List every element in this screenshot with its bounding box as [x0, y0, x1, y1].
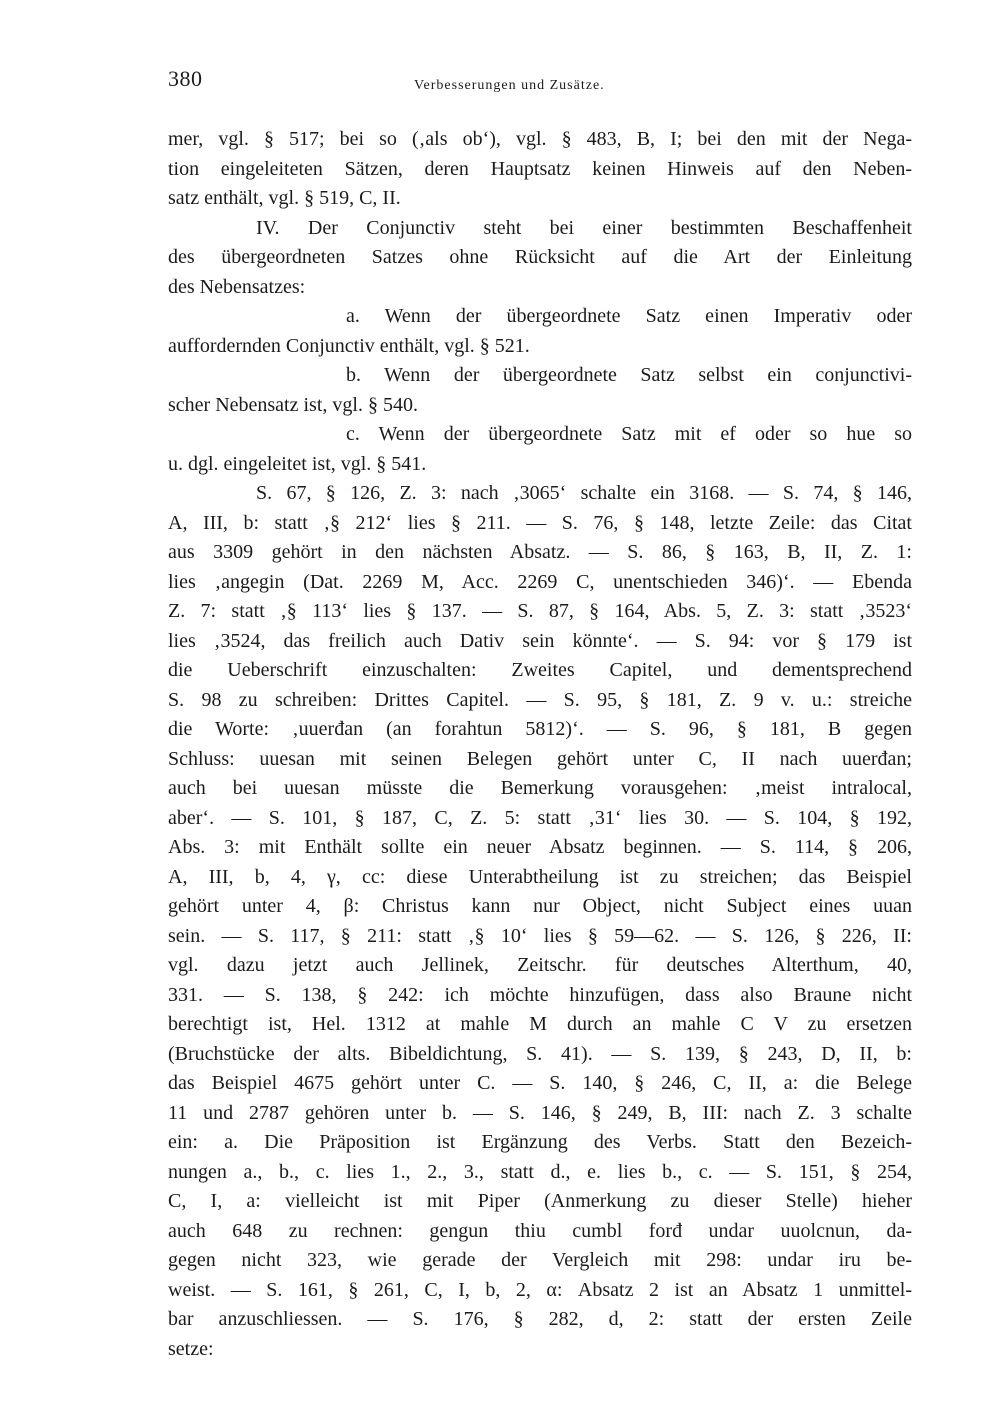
text-line: 331. — S. 138, § 242: ich möchte hinzufügen, dass also Braune nicht: [168, 983, 912, 1006]
text-line: IV. Der Conjunctiv steht bei einer bestimmten Beschaffenheit: [256, 216, 912, 239]
text-line: auch bei uuesan müsste die Bemerkung vorausgehen: ‚meist intralocal,: [168, 777, 912, 799]
text-line: des Nebensatzes:: [168, 275, 306, 298]
text-line: vgl. dazu jetzt auch Jellinek, Zeitschr. für deutsches Alterthum, 40,: [168, 954, 912, 976]
text-line: A, III, b, 4, γ, cc: diese Unterabtheilung ist zu streichen; das Beispiel: [168, 865, 912, 888]
text-line: b. Wenn der übergeordnete Satz selbst ein conjunctivi-: [346, 364, 912, 386]
text-line: satz enthält, vgl. § 519, C, II.: [168, 187, 401, 209]
text-line: bar anzuschliessen. — S. 176, § 282, d, 2: statt der ersten Zeile: [168, 1308, 912, 1330]
text-line: C, I, a: vielleicht ist mit Piper (Anmerkung zu dieser Stelle) hieher: [168, 1190, 912, 1212]
text-line: Z. 7: statt ‚§ 113‘ lies § 137. — S. 87, § 164, Abs. 5, Z. 3: statt ‚3523‘: [168, 600, 912, 622]
text-line: 11 und 2787 gehören unter b. — S. 146, § 249, B, III: nach Z. 3 schalte: [168, 1101, 912, 1124]
running-head: Verbesserungen und Zusätze.: [414, 78, 605, 93]
text-line: die Ueberschrift einzuschalten: Zweites Capitel, und dementsprechend: [168, 659, 912, 681]
text-line: nungen a., b., c. lies 1., 2., 3., statt d., e. lies b., c. — S. 151, § 254,: [168, 1160, 912, 1183]
page-header: [168, 66, 912, 98]
text-line: scher Nebensatz ist, vgl. § 540.: [168, 393, 418, 416]
text-line: a. Wenn der übergeordnete Satz einen Imperativ oder: [346, 305, 912, 327]
text-line: berechtigt ist, Hel. 1312 at mahle M durch an mahle C V zu ersetzen: [168, 1013, 912, 1035]
text-line: lies ‚angegin (Dat. 2269 M, Acc. 2269 C, unentschieden 346)‘. — Ebenda: [168, 570, 912, 593]
text-line: gegen nicht 323, wie gerade der Vergleich mit 298: undar iru be-: [168, 1249, 912, 1271]
page-number: 380: [168, 66, 203, 91]
text-line: S. 98 zu schreiben: Drittes Capitel. — S. 95, § 181, Z. 9 v. u.: streiche: [168, 688, 912, 711]
text-line: die Worte: ‚uuerđan (an forahtun 5812)‘. — S. 96, § 181, B gegen: [168, 718, 912, 740]
text-line: gehört unter 4, β: Christus kann nur Object, nicht Subject eines uuan: [168, 895, 912, 917]
text-line: u. dgl. eingeleitet ist, vgl. § 541.: [168, 452, 427, 475]
text-line: des übergeordneten Satzes ohne Rücksicht auf die Art der Einleitung: [168, 246, 912, 268]
text-line: setze:: [168, 1337, 214, 1360]
text-line: Schluss: uuesan mit seinen Belegen gehört unter C, II nach uuerđan;: [168, 747, 912, 770]
text-line: lies ‚3524, das freilich auch Dativ sein könnte‘. — S. 94: vor § 179 ist: [168, 629, 912, 652]
text-line: das Beispiel 4675 gehört unter C. — S. 140, § 246, C, II, a: die Belege: [168, 1072, 912, 1094]
text-line: auch 648 zu rechnen: gengun thiu cumbl forđ undar uuolcnun, da-: [168, 1219, 912, 1242]
text-line: c. Wenn der übergeordnete Satz mit ef oder so hue so: [346, 423, 912, 445]
body-text: [168, 125, 912, 1364]
text-line: weist. — S. 161, § 261, C, I, b, 2, α: Absatz 2 ist an Absatz 1 unmittel-: [168, 1278, 912, 1301]
text-line: mer, vgl. § 517; bei so (‚als ob‘), vgl. § 483, B, I; bei den mit der Nega-: [168, 128, 912, 150]
text-line: sein. — S. 117, § 211: statt ‚§ 10‘ lies § 59—62. — S. 126, § 226, II:: [168, 924, 912, 947]
text-line: Abs. 3: mit Enthält sollte ein neuer Absatz beginnen. — S. 114, § 206,: [168, 836, 912, 858]
text-line: ein: a. Die Präposition ist Ergänzung des Verbs. Statt den Bezeich-: [168, 1131, 912, 1153]
text-line: auffordernden Conjunctiv enthält, vgl. § 521.: [168, 334, 530, 357]
text-line: aus 3309 gehört in den nächsten Absatz. — S. 86, § 163, B, II, Z. 1:: [168, 541, 912, 563]
text-line: A, III, b: statt ‚§ 212‘ lies § 211. — S. 76, § 148, letzte Zeile: das Citat: [168, 511, 912, 534]
text-line: tion eingeleiteten Sätzen, deren Hauptsatz keinen Hinweis auf den Neben-: [168, 157, 912, 180]
text-line: S. 67, § 126, Z. 3: nach ‚3065‘ schalte ein 3168. — S. 74, § 146,: [256, 482, 912, 504]
text-line: aber‘. — S. 101, § 187, C, Z. 5: statt ‚31‘ lies 30. — S. 104, § 192,: [168, 806, 912, 829]
text-line: (Bruchstücke der alts. Bibeldichtung, S. 41). — S. 139, § 243, D, II, b:: [168, 1042, 912, 1065]
